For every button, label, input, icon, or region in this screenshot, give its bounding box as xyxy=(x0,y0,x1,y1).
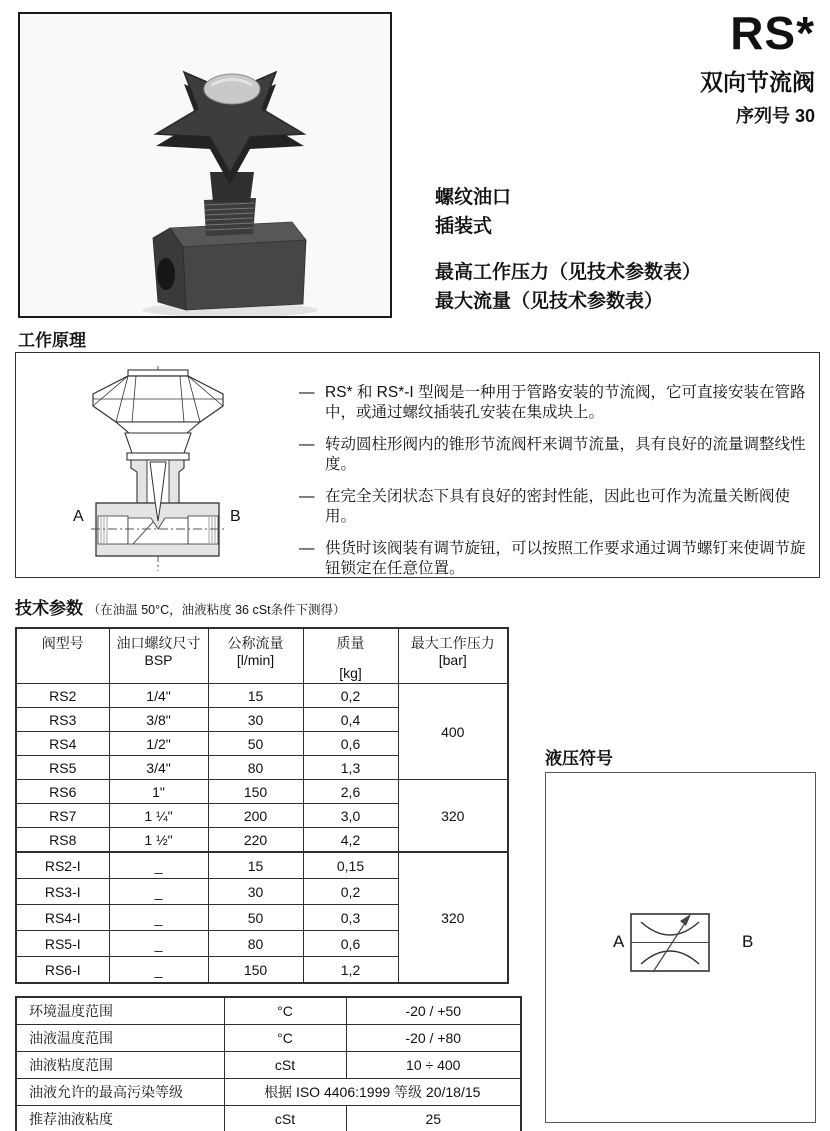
table-cell: °C xyxy=(224,1025,346,1052)
tech-params-title: 技术参数 xyxy=(15,599,83,618)
table-cell: _ xyxy=(109,957,208,984)
product-photo-frame xyxy=(18,12,392,318)
table-cell: 50 xyxy=(208,905,303,931)
pressure-cell: 320 xyxy=(398,780,508,853)
table-cell: RS2-I xyxy=(16,852,109,879)
symbol-port-b-label: B xyxy=(742,932,754,951)
table-cell: RS6 xyxy=(16,780,109,804)
table-cell: _ xyxy=(109,852,208,879)
table-cell: 3/4" xyxy=(109,756,208,780)
bullet-text: 转动圆柱形阀内的锥形节流阀杆来调节流量，具有良好的流量调整线性度。 xyxy=(325,436,806,473)
table-cell: RS3-I xyxy=(16,879,109,905)
table-cell: 4,2 xyxy=(303,828,398,853)
table-cell: 0,6 xyxy=(303,931,398,957)
bullet-dash: — xyxy=(299,488,315,505)
table-cell: 油液温度范围 xyxy=(16,1025,224,1052)
bullet-dash: — xyxy=(299,384,315,401)
table-cell: 推荐油液粘度 xyxy=(16,1106,224,1131)
bullet-item xyxy=(299,539,813,579)
column-header: 油口螺纹尺寸 BSP xyxy=(109,628,208,684)
diagram-port-b-label: B xyxy=(230,508,241,525)
table-cell: 0,15 xyxy=(303,852,398,879)
table-cell: 50 xyxy=(208,732,303,756)
table-cell: _ xyxy=(109,879,208,905)
series-number: 序列号 30 xyxy=(735,105,815,126)
table-row xyxy=(16,684,508,708)
table-cell: _ xyxy=(109,931,208,957)
table-row xyxy=(16,780,508,804)
pressure-cell: 320 xyxy=(398,852,508,983)
table-cell: RS6-I xyxy=(16,957,109,984)
table-cell: 1 ½" xyxy=(109,828,208,853)
tech-params-note: （在油温 50°C，油液粘度 36 cSt条件下测得） xyxy=(87,603,346,617)
table-cell: RS4 xyxy=(16,732,109,756)
table-cell: RS8 xyxy=(16,828,109,853)
table-cell: 1 ¼" xyxy=(109,804,208,828)
table-cell: 10 ÷ 400 xyxy=(346,1052,521,1079)
hydraulic-symbol-box xyxy=(545,772,816,1123)
bullet-item xyxy=(299,487,813,527)
working-principle-heading: 工作原理 xyxy=(18,331,86,350)
table-cell: -20 / +80 xyxy=(346,1025,521,1052)
product-summary xyxy=(435,183,701,316)
table-cell: 0,3 xyxy=(303,905,398,931)
rating-line: 最高工作压力（见技术参数表） xyxy=(435,262,702,283)
table-cell: 200 xyxy=(208,804,303,828)
table-row xyxy=(16,1106,521,1131)
column-header: 阀型号 xyxy=(16,628,109,684)
feature-line: 螺纹油口 xyxy=(435,187,512,208)
table-cell: 1/2" xyxy=(109,732,208,756)
table-cell: 1/4" xyxy=(109,684,208,708)
table-cell: 油液允许的最高污染等级 xyxy=(16,1079,224,1106)
general-data-table xyxy=(15,996,522,1131)
table-cell: RS2 xyxy=(16,684,109,708)
table-cell: 2,6 xyxy=(303,780,398,804)
feature-line: 插装式 xyxy=(435,216,493,237)
title-block xyxy=(700,7,815,128)
table-cell: 0,6 xyxy=(303,732,398,756)
table-cell: _ xyxy=(109,905,208,931)
spec-table-rs xyxy=(15,627,509,853)
rating-line: 最大流量（见技术参数表） xyxy=(435,291,664,312)
hydraulic-symbol-heading: 液压符号 xyxy=(545,749,613,768)
spec-table-rs-i xyxy=(15,851,509,984)
table-cell: -20 / +50 xyxy=(346,997,521,1025)
table-cell: 80 xyxy=(208,756,303,780)
pressure-cell: 400 xyxy=(398,684,508,780)
table-cell: 30 xyxy=(208,708,303,732)
table-cell: 1,3 xyxy=(303,756,398,780)
table-row xyxy=(16,852,508,879)
bullet-item xyxy=(299,383,813,423)
working-principle-box xyxy=(15,352,820,578)
bullet-text: 在完全关闭状态下具有良好的密封性能，因此也可作为流量关断阀使用。 xyxy=(325,488,791,525)
table-cell: 0,2 xyxy=(303,879,398,905)
table-cell: 150 xyxy=(208,780,303,804)
table-row xyxy=(16,1025,521,1052)
column-header: 公称流量 [l/min] xyxy=(208,628,303,684)
table-cell: RS5-I xyxy=(16,931,109,957)
table-cell: cSt xyxy=(224,1052,346,1079)
table-cell: 0,4 xyxy=(303,708,398,732)
table-cell: RS4-I xyxy=(16,905,109,931)
table-header-row xyxy=(16,628,508,684)
table-cell: 3,0 xyxy=(303,804,398,828)
table-cell: 30 xyxy=(208,879,303,905)
bullet-dash: — xyxy=(299,436,315,453)
table-cell: 220 xyxy=(208,828,303,853)
table-cell: °C xyxy=(224,997,346,1025)
table-cell: 0,2 xyxy=(303,684,398,708)
table-row xyxy=(16,1079,521,1106)
table-cell: cSt xyxy=(224,1106,346,1131)
diagram-port-a-label: A xyxy=(73,508,84,525)
table-cell: RS3 xyxy=(16,708,109,732)
table-cell: RS5 xyxy=(16,756,109,780)
table-cell: 根据 ISO 4406:1999 等级 20/18/15 xyxy=(224,1079,521,1106)
table-cell: 15 xyxy=(208,684,303,708)
bullet-text: 供货时该阀装有调节旋钮，可以按照工作要求通过调节螺钉来使调节旋钮锁定在任意位置。 xyxy=(325,540,806,577)
bullet-item xyxy=(299,435,813,475)
table-cell: 油液粘度范围 xyxy=(16,1052,224,1079)
working-principle-bullets xyxy=(299,383,813,591)
bullet-text: RS* 和 RS*-I 型阀是一种用于管路安装的节流阀，它可直接安装在管路中，或通过螺纹插装孔安装在集成块上。 xyxy=(325,384,806,421)
table-cell: 25 xyxy=(346,1106,521,1131)
table-cell: 80 xyxy=(208,931,303,957)
table-cell: 15 xyxy=(208,852,303,879)
table-cell: 3/8" xyxy=(109,708,208,732)
column-header: 质量 [kg] xyxy=(303,628,398,684)
table-cell: 150 xyxy=(208,957,303,984)
table-row xyxy=(16,1052,521,1079)
column-header: 最大工作压力 [bar] xyxy=(398,628,508,684)
valve-photo xyxy=(20,14,390,316)
table-cell: RS7 xyxy=(16,804,109,828)
bullet-dash: — xyxy=(299,540,315,557)
table-cell: 1" xyxy=(109,780,208,804)
table-cell: 1,2 xyxy=(303,957,398,984)
valve-cross-section-diagram xyxy=(91,366,226,571)
tech-params-heading xyxy=(15,594,346,619)
table-row xyxy=(16,997,521,1025)
model-code: RS* xyxy=(730,7,815,59)
product-name: 双向节流阀 xyxy=(700,68,815,95)
table-cell: 环境温度范围 xyxy=(16,997,224,1025)
symbol-port-a-label: A xyxy=(613,932,625,951)
